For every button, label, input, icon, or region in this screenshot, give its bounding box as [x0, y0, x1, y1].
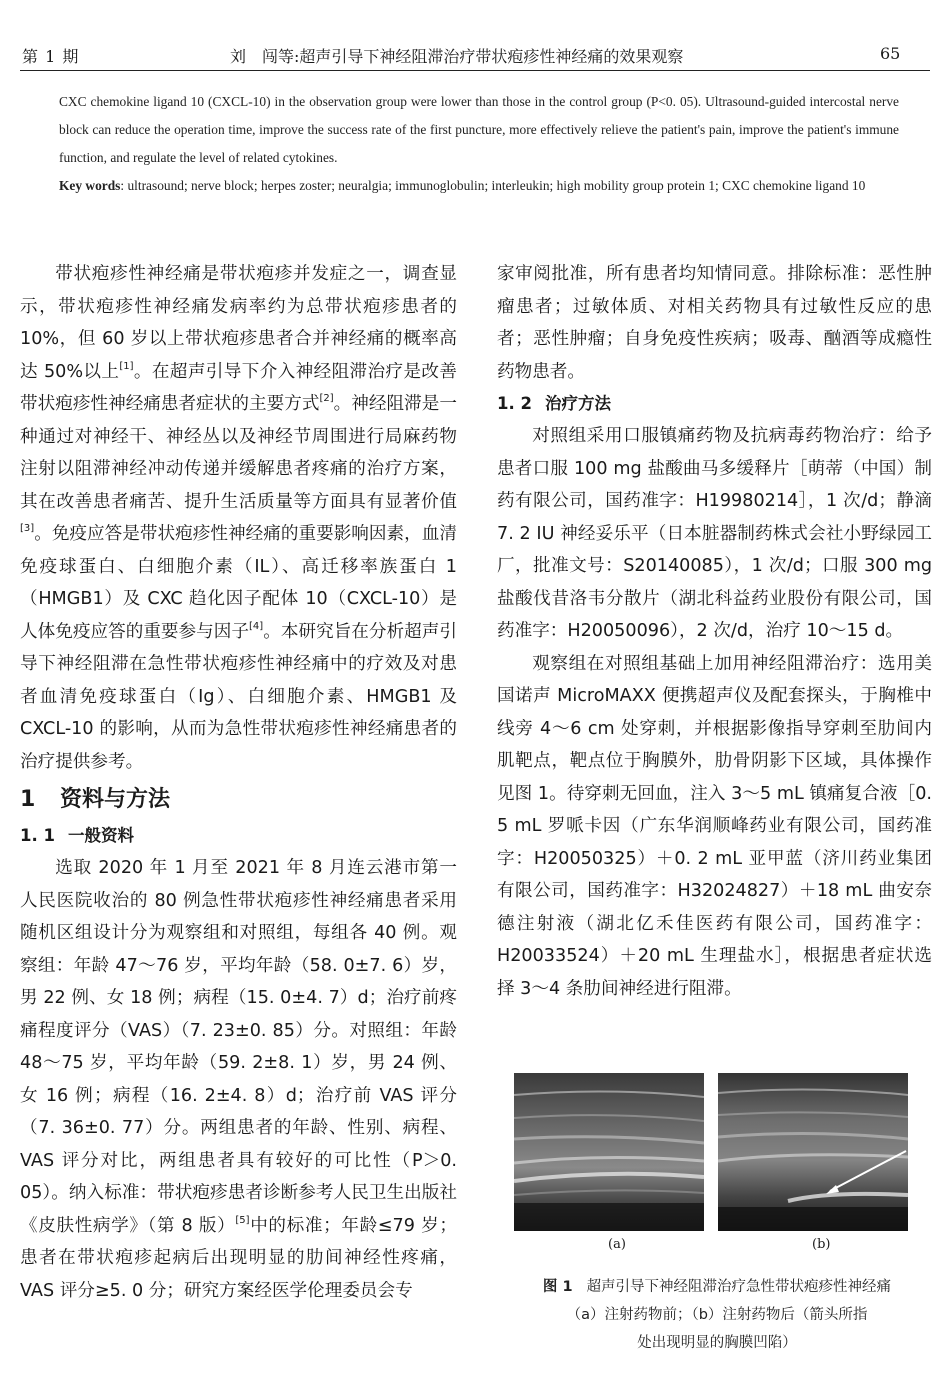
intro-text-5: 。本研究旨在分析超声引导下神经阻滞在急性带状疱疹性神经痛中的疗效及对患者血清免疫球蛋白（Ig）、白细胞介素、HMGB1 及 CXCL-10 的影响，从而为急性带状疱疹性神经痛患者的治疗提供参考。	[20, 621, 457, 772]
intro-paragraph	[20, 258, 457, 778]
running-title: 刘 闯等:超声引导下神经阻滞治疗带状疱疹性神经痛的效果观察	[230, 47, 684, 66]
page-number: 65	[880, 44, 901, 63]
citation-ref-1: [1]	[119, 360, 134, 372]
intro-text-3: 。神经阻滞是一种通过对神经干、神经丛以及神经节周围进行局麻药物注射以阻滞神经冲动传递并缓解患者疼痛的治疗方案，其在改善患者痛苦、提升生活质量等方面具有显著价值	[20, 394, 457, 512]
right-column	[497, 258, 932, 1005]
left-column	[20, 258, 457, 1307]
figure-caption	[512, 1273, 922, 1357]
caption-line-2: （a）注射药物前；（b）注射药物后（箭头所指	[566, 1307, 868, 1323]
header-divider	[20, 70, 930, 71]
running-header	[0, 0, 950, 72]
general-text-1: 选取 2020 年 1 月至 2021 年 8 月连云港市第一人民医院收治的 80 例急性带状疱疹性神经痛患者采用随机区组设计分为观察组和对照组，每组各 40 例。观察组：年龄 47～76 岁，平均年龄（58. 0±7. 6）岁，男 22 例、女 18 例；病程（15. 0±4. 7）d；治疗前疼痛程度评分（VAS）（7. 23±0. 85）分。对照组：年龄 48～75 岁，平均年龄（59. 2±8. 1）岁，男 24 例、女 16 例；病程（16. 2±4. 8）d；治疗前 VAS 评分（7. 36±0. 77）分。两组患者的年龄、性别、病程、VAS 评分对比，两组患者具有较好的可比性（P＞0. 05）。纳入标准：带状疱疹患者诊断参考人民卫生出版社《皮肤性病学》（第 8 版）	[20, 858, 457, 1236]
general-data-paragraph	[20, 852, 457, 1307]
keywords-line	[59, 172, 899, 200]
citation-ref-3: [3]	[20, 523, 35, 534]
ultrasound-image-b	[718, 1073, 908, 1231]
intro-text-1: 带状疱疹性神经痛是带状疱疹并发症之一，调查显示，带状疱疹性神经痛发病率约为总带状疱疹患者的 10%，但 60 岁以上带状疱疹患者合并神经痛的概率高达 50%以上	[20, 264, 457, 382]
subsection-title: 一般资料	[68, 826, 134, 845]
keywords-label: Key words	[59, 178, 121, 193]
abstract-text: CXC chemokine ligand 10 (CXCL-10) in the observation group were lower than those in the control group (P<0. 05). Ultrasound-guided intercostal nerve block can reduce the operation time, improve the success rate of the first puncture, more effectively relieve the patient's pain, improve the patient's immune function, and regulate the level of related cytokines.	[59, 94, 899, 165]
control-group-paragraph: 对照组采用口服镇痛药物及抗病毒药物治疗：给予患者口服 100 mg 盐酸曲马多缓释片［萌蒂（中国）制药有限公司，国药准字：H19980214］，1 次/d；静滴 7. 2 IU 神经妥乐平（日本脏器制药株式会社小野绿园工厂，批准文号：S20140085），1 次/d；口服 300 mg 盐酸伐昔洛韦分散片（湖北科益药业股份有限公司，国药准字：H20050096），2 次/d，治疗 10～15 d。	[497, 426, 932, 641]
citation-ref-4: [4]	[249, 620, 264, 632]
ultrasound-scan-a	[514, 1073, 704, 1231]
subsection-number: 1. 1	[20, 826, 55, 845]
citation-ref-2: [2]	[319, 393, 334, 404]
caption-line-1: 超声引导下神经阻滞治疗急性带状疱疹性神经痛	[586, 1279, 892, 1295]
subsection-heading-1-2	[497, 388, 932, 420]
abstract-block	[59, 88, 899, 200]
subfigure-label-b: (b)	[812, 1237, 831, 1252]
issue-label: 第 1 期	[22, 47, 80, 66]
subsection-heading-1-1	[20, 820, 457, 852]
intro-text-2: 。在超声引导下介入神经阻滞治疗是改善带状疱疹性神经痛患者症状的主要方式	[20, 361, 457, 414]
section-number: 1	[20, 787, 36, 812]
figure-number: 图 1	[542, 1279, 573, 1295]
subsection-title: 治疗方法	[545, 394, 611, 413]
subfigure-label-a: (a)	[608, 1237, 626, 1252]
section-title: 资料与方法	[60, 787, 171, 812]
caption-line-3: 处出现明显的胸膜凹陷）	[637, 1335, 797, 1351]
observation-group-paragraph: 观察组在对照组基础上加用神经阻滞治疗：选用美国诺声 MicroMAXX 便携超声仪及配套探头，于胸椎中线旁 4～6 cm 处穿刺，并根据影像指导穿刺至肋间内肌靶点，靶点位于胸膜外，肋骨阴影下区域，具体操作见图 1。待穿刺无回血，注入 3～5 mL 镇痛复合液［0. 5 mL 罗哌卡因（广东华润顺峰药业有限公司，国药准字：H20050325）＋0. 2 mL 亚甲蓝（济川药业集团有限公司，国药准字：H32024827）＋18 mL 曲安奈德注射液（湖北亿禾佳医药有限公司，国药准字：H20033524）＋20 mL 生理盐水］，根据患者症状选择 3～4 条肋间神经进行阻滞。	[497, 653, 932, 999]
intro-text-4: 。免疫应答是带状疱疹性神经痛的重要影响因素，血清免疫球蛋白、白细胞介素（IL）、高迁移率族蛋白 1（HMGB1）及 CXC 趋化因子配体 10（CXCL-10）是人体免疫应答的重要参与因子	[20, 524, 457, 642]
ultrasound-scan-b	[718, 1073, 908, 1231]
keywords-text: : ultrasound; nerve block; herpes zoster; neuralgia; immunoglobulin; interleukin; high mobility group protein 1; CXC chemokine ligand 10	[120, 178, 866, 193]
ultrasound-image-a	[514, 1073, 704, 1231]
subsection-number: 1. 2	[497, 394, 532, 413]
citation-ref-5: [5]	[235, 1214, 250, 1226]
general-continuation: 家审阅批准，所有患者均知情同意。排除标准：恶性肿瘤患者；过敏体质、对相关药物具有过敏性反应的患者；恶性肿瘤；自身免疫性疾病；吸毒、酗酒等成瘾性药物患者。	[497, 264, 932, 382]
section-heading-1	[20, 780, 457, 820]
general-text-2: 中的标准；年龄≤79 岁；患者在带状疱疹起病后出现明显的肋间神经性疼痛，VAS 评分≥5. 0 分；研究方案经医学伦理委员会专	[20, 1215, 457, 1301]
figure-1	[512, 1073, 912, 1373]
